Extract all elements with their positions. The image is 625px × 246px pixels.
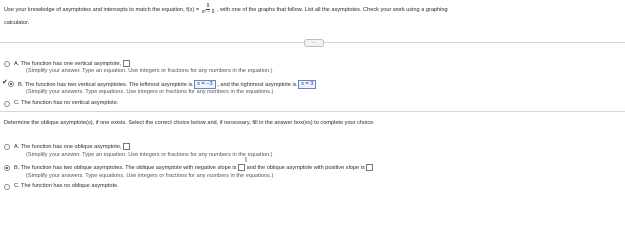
- fraction-numerator: 9: [206, 3, 210, 9]
- oblique-option-a-radio[interactable]: [4, 144, 10, 150]
- selected-check-icon: ✔: [2, 79, 8, 86]
- function-label: f(x) =: [186, 7, 200, 14]
- vertical-option-c-radio[interactable]: [4, 101, 10, 107]
- option-text: The function has no vertical asymptote.: [21, 100, 119, 106]
- oblique-option-a: [14, 143, 130, 151]
- option-letter: A.: [14, 143, 20, 150]
- oblique-a-answer-box[interactable]: [123, 143, 130, 150]
- option-text: The function has one vertical asymptote,: [20, 60, 122, 67]
- option-letter: B.: [14, 164, 20, 171]
- negative-slope-answer-box[interactable]: [238, 164, 245, 171]
- vertical-option-a-radio[interactable]: [4, 61, 10, 67]
- option-text-cont: , and the rightmost asymptote is: [217, 81, 297, 88]
- question-intro: Use your knowledge of asymptotes and intercepts to match the equation,: [4, 7, 185, 14]
- option-letter: C.: [14, 100, 20, 106]
- oblique-option-a-help: (Simplify your answer. Type an equation. Use integers or fractions for any numbers in the equation.): [26, 152, 273, 158]
- option-text: The function has one oblique asymptote,: [20, 143, 122, 150]
- rightmost-asymptote-answer[interactable]: x = 3: [298, 80, 316, 89]
- leftmost-asymptote-answer[interactable]: x = −3: [194, 80, 216, 89]
- vertical-option-c: [14, 100, 118, 107]
- vertical-option-a: [14, 60, 130, 68]
- text-cursor-icon: I: [245, 157, 247, 164]
- positive-slope-answer-box[interactable]: [366, 164, 373, 171]
- option-text: The function has two vertical asymptotes. The leftmost asymptote is: [24, 81, 193, 88]
- vertical-option-b-radio[interactable]: [8, 81, 14, 87]
- oblique-prompt: Determine the oblique asymptote(s), if one exists. Select the correct choice below and, if necessary, fill in the answer box(es) to complete your choice.: [4, 120, 375, 126]
- option-text: The function has no oblique asymptote.: [21, 183, 119, 189]
- divider: [0, 111, 625, 112]
- question-text: [4, 4, 448, 16]
- option-letter: A.: [14, 60, 20, 67]
- question-line2: calculator.: [4, 20, 30, 26]
- more-button[interactable]: ⋯: [304, 39, 324, 47]
- vertical-a-answer-box[interactable]: [123, 60, 130, 67]
- oblique-option-b: [14, 164, 373, 172]
- question-outro: , with one of the graphs that follow. List all the asymptotes. Check your work using a graphing: [216, 7, 448, 14]
- oblique-option-c: [14, 183, 119, 190]
- option-text: The function has two oblique asymptotes. The oblique asymptote with negative slope is: [20, 164, 237, 171]
- vertical-option-a-help: (Simplify your answer. Type an equation. Use integers or fractions for any numbers in the equation.): [26, 68, 273, 74]
- oblique-option-c-radio[interactable]: [4, 184, 10, 190]
- vertical-option-b-help: (Simplify your answers. Type equations. Use integers or fractions for any numbers in the equations.): [26, 89, 274, 95]
- oblique-option-b-help: (Simplify your answers. Type equations. Use integers or fractions for any numbers in the equations.): [26, 173, 274, 179]
- fraction-denominator: x² − 9: [201, 9, 215, 16]
- vertical-option-b: [18, 80, 316, 89]
- option-letter: B.: [18, 81, 24, 88]
- oblique-option-b-radio[interactable]: [4, 165, 10, 171]
- option-letter: C.: [14, 183, 20, 189]
- function-fraction: [202, 4, 215, 16]
- option-text-cont: and the oblique asymptote with positive slope is: [246, 164, 365, 171]
